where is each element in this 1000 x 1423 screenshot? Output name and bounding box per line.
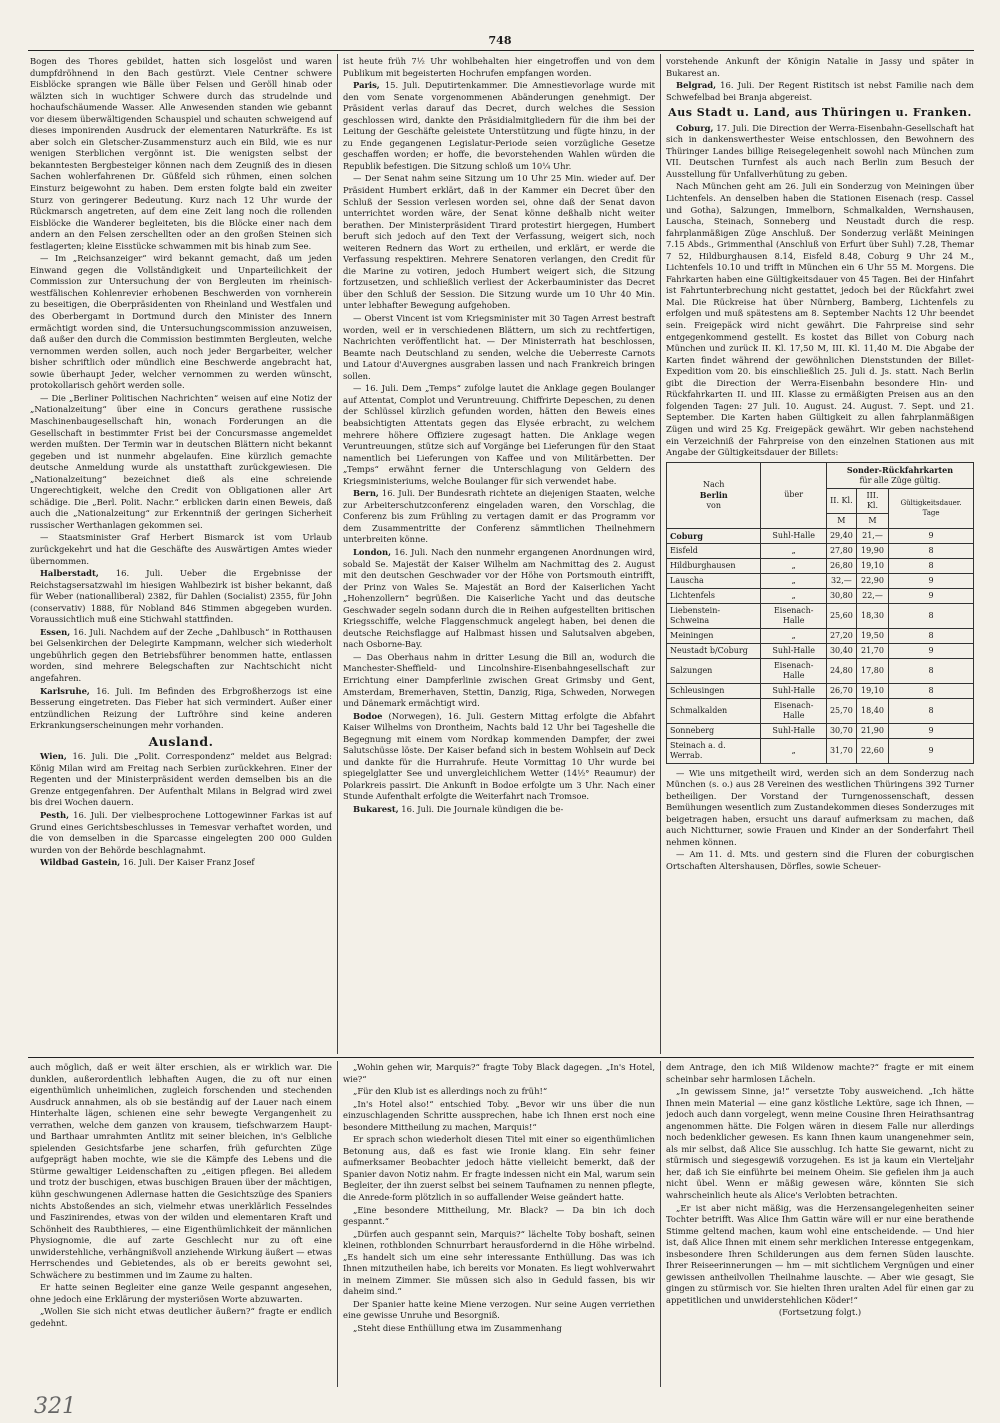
cell-via: Suhl-Halle: [761, 643, 826, 658]
cell-days: 9: [889, 643, 974, 658]
cell-station: Sonneberg: [667, 723, 761, 738]
cell-class-ii: 26,80: [826, 558, 856, 573]
cell-station: Liebenstein-Schweina: [667, 603, 761, 628]
cell-class-ii: 30,40: [826, 643, 856, 658]
cell-via: Suhl-Halle: [761, 723, 826, 738]
cell-class-iii: 19,10: [856, 683, 888, 698]
article-bukarest: [343, 804, 655, 816]
cell-class-iii: 19,10: [856, 558, 888, 573]
cell-station: Eisfeld: [667, 543, 761, 558]
cell-days: 8: [889, 543, 974, 558]
story-text: „Für den Klub ist es allerdings noch zu früh!“: [353, 1086, 548, 1097]
cell-station: Salzungen: [667, 658, 761, 683]
story-text: „Wollen Sie sich nicht etwas deutlicher äußern?“ fragte er endlich gedehnt.: [30, 1306, 332, 1329]
to-be-continued: (Fortsetzung folgt.): [778, 1307, 862, 1318]
cell-station: Lauscha: [667, 573, 761, 588]
article-text: 16. Juli. Die „Polit. Correspondenz“ meldet aus Belgrad: König Milan wird am Freitag nach Serbien zurückkehren. Einer der Regenten und der Ministerpräsident werden demselben bis an die Grenze entgegenfahren. Der Aufenthalt Milans in Belgrad wird zwei bis drei Wochen dauern.: [30, 751, 332, 808]
dateline: Wien,: [40, 751, 67, 762]
article-oberhaus: — Das Oberhaus nahm in dritter Lesung die Bill an, wodurch die Manchester-Sheffield- und Lincolnshire-Eisenbahngesellschaft zur Errichtung einer Dampferlinie zwischen Great Grimsby und Gent, Amsterdam, Bremerhaven, Stettin, Danzig, Riga, Schweden, Norwegen und Dänemark ermächtigt wird.: [343, 651, 655, 709]
header-title: [826, 462, 973, 488]
table-row: [667, 643, 974, 658]
story-text: „In gewissem Sinne, ja!“ versetzte Toby ausweichend. „Ich hätte Ihnen mein Material — eine ganz köstliche Lektüre, sage ich Ihnen, — jedoch auch dann vorgelegt, wenn meine Cousine Ihren Heirathsantrag angenommen hätte. Die Folgen wären in diesem Falle nur allerdings noch bedenklicher gewesen. Es kann Ihnen kaum unangenehmer sein, als mir selbst, daß Alice Sie ausschlug. Ich hatte Sie gewarnt, nicht zu stürmisch und siegesgewiß vorzugehen. Es ist ja kaum ein Vierteljahr her, daß ich Sie einführte bei meinem Oheim. Sie gefielen ihm ja auch nicht übel. Wenn er mäßig gewesen wäre, könnten Sie sich wahrscheinlich heute als Alice's Verlobten betrachten.: [666, 1086, 974, 1201]
dateline: Wildbad Gastein,: [40, 857, 121, 868]
story-text: dem Antrage, den ich Miß Wildenow machte?“ fragte er mit einem scheinbar sehr harmlosen Lächeln.: [666, 1062, 974, 1084]
cell-class-iii: 19,50: [856, 628, 888, 643]
story-text: auch möglich, daß er weit älter erschien, als er wirklich war. Die dunklen, außerordentlich lebhaften Augen, die zu oft nur einen eigenthümlich unheimlichen, zugleich forschenden und stechenden Ausdruck annahmen, als ob sie beständig auf der Lauer nach einem Hinterhalte lägen, schienen eine sehr bewegte Vergangenheit zu verrathen, welche dem ganzen von krausem, tiefschwarzem Haupt- und Barthaar umrahmten Antlitz mit seiner bleichen, in's Gelbliche spielenden Gesichtsfarbe jene scharfen, früh gefurchten Züge aufgeprägt haben mochte, wie sie die Kämpfe des Lebens und die Stürme gewaltiger Leidenschaften zu „eitigen pflegen. Bei alledem und trotz der buschigen, etwas buschigen Brauen über der mächtigen, kühn geschwungenen Adlernase hatten die Gesichtszüge des Spaniers nichts Abstoßendes an sich, vielmehr etwas unerklärlich Fesselndes und Faszinirendes, etwas von der wilden und elementaren Kraft und Schönheit des Raubthieres, — eine Eigenthümlichkeit der männlichen Physiognomie, die auf zarte Geschlecht nur zu oft eine unwiderstehliche, verhängnißvoll anziehende Wirkung äußert — etwas Herrschendes und Gebietendes, als ob er bereits gewohnt sei, Schwächere zu bestimmen und im Zaume zu halten.: [30, 1062, 332, 1280]
cell-days: 9: [889, 588, 974, 603]
story-text: „Er ist aber nicht mäßig, was die Herzensangelegenheiten seiner Tochter betrifft. Was Alice Ihm Gattin wäre will er nur eine berathende Stimme geltend machen, kaum wohl eine entscheidende. — Und hier ist, daß Alice Ihnen mit einem sehr merklichen Interesse entgegenkam, insbesondere Ihren Schilderungen aus dem fernen Süden lauschte. Ihrer Reiseerinnerungen — hm — mit sichtlichem Vergnügen und einer gewissen antheilvollen Theilnahme lauschte. — Aber wie gesagt, Sie gingen zu stürmisch vor. Sie hielten Ihren uralten Adel für einen gar zu appetitlichen und unwiderstehlichen Köder!“: [666, 1202, 974, 1305]
cell-days: 8: [889, 658, 974, 683]
table-row: [667, 543, 974, 558]
column-2: [343, 56, 655, 1056]
table-row: [667, 573, 974, 588]
cell-via: Eisenach-Halle: [761, 658, 826, 683]
article-text: 15. Juli. Deputirtenkammer. Die Amnestievorlage wurde mit den vom Senate vorgenommenen Abänderungen genehmigt. Der Präsident verlas darauf das Decret, durch welches die Session geschlossen wird, dankte den Präsidialmitgliedern für die ihm bei der Leitung der Geschäfte geleistete Unterstützung und fügte hinzu, in der zu Ende gegangenen Legislatur-Periode seien vorzügliche Gesetze geschaffen worden; er hoffe, die bevorstehenden Wahlen würden die Republik befestigen. Die Sitzung schloß um 10¼ Uhr.: [343, 80, 655, 171]
article-text: 16. Juli. Nachdem auf der Zeche „Dahlbusch“ in Rotthausen bei Gelsenkirchen der Delegirte Kampmann, welcher sich wiederholt ungebührlich gegen den Betriebsführer benommen hatte, entlassen worden, sind mehrere Belegschaften zur Nachtschicht nicht angefahren.: [30, 626, 332, 683]
article-senat: — Der Senat nahm seine Sitzung um 10 Uhr 25 Min. wieder auf. Der Präsident Humbert erklärt, daß in der Kammer ein Decret über den Schluß der Session verlesen worden sei, ohne daß der Senat davon unterrichtet worden wäre, der Senat könne deßhalb nicht weiter berathen. Der Ministerpräsident Tirard protestirt hiergegen, Humbert beruft sich jedoch auf den Text der Verfassung, weigert sich, noch weiteren Rednern das Wort zu ertheilen, und erklärt, er werde die Verfassung respektiren. Mehrere Senatoren verlangen, den Credit für die Marine zu votiren, jedoch Humbert weigert sich, die Sitzung fortzusetzen, und schließlich verliest der Ackerbauminister das Decret über den Schluß der Session. Die Sitzung wurde um 10 Uhr 40 Min. unter lebhafter Bewegung aufgehoben.: [343, 173, 655, 311]
article-text: 16. Juli. Die Journale kündigen die be-: [398, 804, 564, 814]
article-belgrad: [666, 80, 974, 103]
cell-class-ii: 27,80: [826, 543, 856, 558]
dateline: Bukarest,: [353, 804, 399, 814]
dateline: Essen,: [40, 626, 71, 637]
story-text: „Steht diese Enthüllung etwa im Zusammenhang: [353, 1323, 562, 1334]
article-russian-firm: — Die „Berliner Politischen Nachrichten“ weisen auf eine Notiz der „Nationalzeitung“ über eine in Concurs gerathene russische Maschinenbaugesellschaft hin, wonach Forderungen an die Gesellschaft in bestimmter Frist bei der Concursmasse angemeldet werden mußten. Der Termin war in deutschen Blättern nicht bekannt gegeben und ist nunmehr abgelaufen. Eine kürzlich gemachte deutsche Anmeldung wurde als unstatthaft zurückgewiesen. Die „Nationalzeitung“ bezeichnet dieß als eine schreiende Ungerechtigkeit, welche den Credit von Obligationen aller Art schädige. Die „Berl. Polit. Nachr.“ erblicken darin einen Beweis, daß auch die „Nationalzeitung“ zur Erkenntniß der geringen Sicherheit russischer Werthanlagen gekommen sei.: [30, 392, 332, 530]
table-row: [667, 628, 974, 643]
story-text: „In's Hotel also!“ entschied Toby. „Bevor wir uns über die nun einzuschlagenden Schritte aussprechen, habe ich Ihnen erst noch eine besondere Mittheilung zu machen, Marquis!“: [343, 1098, 655, 1132]
cell-via: „: [761, 628, 826, 643]
cell-class-ii: 25,60: [826, 603, 856, 628]
header-berlin: Berlin: [699, 489, 728, 500]
table-row: [667, 698, 974, 723]
cell-station: Schmalkalden: [667, 698, 761, 723]
cell-station: Neustadt b/Coburg: [667, 643, 761, 658]
story-text: Der Spanier hatte keine Miene verzogen. Nur seine Augen verriethen eine gewisse Unruhe und Besorgniß.: [343, 1298, 655, 1321]
header-class-ii: II. Kl.: [826, 488, 856, 513]
cell-via: „: [761, 573, 826, 588]
feuilleton-column-1: [30, 1062, 332, 1388]
header-unit: M: [826, 513, 856, 528]
header-subtitle: für alle Züge gültig.: [859, 475, 941, 485]
cell-class-iii: 21,—: [856, 528, 888, 543]
cell-days: 8: [889, 628, 974, 643]
dateline: Belgrad,: [676, 80, 717, 91]
dateline: Bodoe: [353, 710, 383, 721]
table-row: [667, 658, 974, 683]
article-karlsruhe: [30, 686, 332, 732]
cell-class-ii: 32,—: [826, 573, 856, 588]
article-bismarck: — Staatsminister Graf Herbert Bismarck ist vom Urlaub zurückgekehrt und hat die Geschäfte des Auswärtigen Amtes wieder übernommen.: [30, 532, 332, 566]
article-text: 16. Juli. Der Bundesrath richtete an diejenigen Staaten, welche zur Arbeiterschutzconferenz eingeladen waren, den Vorschlag, die Conferenz bis zum Frühling zu vertagen damit er das Programm vor dem Zusammentritte der Conferenz sämmtlichen Theilnehmern unterbreiten könne.: [343, 488, 655, 545]
cell-class-ii: 30,70: [826, 723, 856, 738]
cell-days: 9: [889, 723, 974, 738]
dateline: Bern,: [353, 488, 379, 499]
page-number: 748: [488, 34, 512, 47]
header-validity: Gültigkeitsdauer. Tage: [889, 488, 974, 528]
table-row: [667, 558, 974, 573]
article-sonderzug: Nach München geht am 26. Juli ein Sonderzug von Meiningen über Lichtenfels. An denselben haben die Stationen Eisenach (resp. Cassel und Gotha), Salzungen, Immelborn, Schmalkalden, Wernshausen, Lauscha, Steinach, Sonneberg und Neustadt durch die resp. fahrplanmäßigen Züge Anschluß. Der Sonderzug verläßt Meiningen 7.15 Abds., Grimmenthal (Anschluß von Erfurt über Suhl) 7.28, Themar 7 52, Hildburghausen 8.14, Eisfeld 8.48, Coburg 9 Uhr 24 M., Lichtenfels 10.10 und trifft in München ein 6 Uhr 55 M. Morgens. Die Fahrkarten haben eine Gültigkeitsdauer von 45 Tagen. Bei der Hinfahrt ist Fahrtunterbrechung nicht gestattet, jedoch bei der Rückfahrt zwei Mal. Die Rückreise hat über Nürnberg, Bamberg, Lichtenfels zu erfolgen und muß spätestens am 8. September Nachts 12 Uhr beendet sein. Freigepäck wird nicht gewährt. Die Fahrpreise sind sehr entgegenkommend gestellt. Es kostet das Billet von Coburg nach München und zurück II. Kl. 17,50 M, III. Kl. 11,40 M. Die Abgabe der Karten findet während der gewöhnlichen Dienststunden der Billet-Expedition vom 20. bis einschließlich 25. Juli d. Js. statt. Nach Berlin gibt die Direction der Werra-Eisenbahn besondere Hin- und Rückfahrkarten II. und III. Klasse zu ermäßigten Preisen aus an den folgenden Tagen: 27 Juli. 10. August. 24. August. 7. Sept. und 21. September. Die Karten haben Gültigkeit zu allen fahrplanmäßigen Zügen und wird 25 Kg. Freigepäck gewährt. Wir geben nachstehend ein Verzeichniß der Fahrpreise von den einzelnen Stationen aus mit Angabe der Gültigkeitsdauer der Billets:: [666, 181, 974, 458]
article-london: [343, 547, 655, 651]
story-text: Er sprach schon wiederholt diesen Titel mit einer so eigenthümlichen Betonung aus, daß es fast wie Ironie klang. Ein sehr feiner aufmerksamer Beobachter jedoch hätte vielleicht bemerkt, daß der Spanier davon Notiz nahm. Er fragte indessen nicht ein Mal, warum sein Begleiter, der ihn zuerst selbst bei seinem Taufnamen zu nennen pflegte, die Anrede-form plötzlich in so auffallender Weise geändert hatte.: [343, 1134, 655, 1203]
cell-days: 8: [889, 683, 974, 698]
dateline: Coburg,: [676, 122, 714, 133]
article-text: 16. Juli. Der vielbesprochene Lottogewinner Farkas ist auf Grund eines Gerichtsbeschlusses in Temesvar verhaftet worden, und die von demselben in die Sparcasse eingelegten 200 000 Gulden wurden von der Behörde beschlagnahmt.: [30, 810, 332, 855]
cell-class-iii: 22,60: [856, 738, 888, 763]
article-pesth: [30, 810, 332, 856]
column-divider: [660, 1061, 661, 1387]
header-via: über: [761, 462, 826, 528]
article-essen: [30, 627, 332, 685]
table-row: [667, 588, 974, 603]
cell-class-iii: 22,—: [856, 588, 888, 603]
header-von: von: [706, 500, 721, 510]
cell-days: 8: [889, 698, 974, 723]
table-row: [667, 528, 974, 543]
column-divider: [337, 54, 338, 1054]
article-text: (Norwegen), 16. Juli. Gestern Mittag erfolgte die Abfahrt Kaiser Wilhelms von Drontheim, Nachts bald 12 Uhr bei Tageshelle die Begegnung mit einem vom Nordkap kommenden Dampfer, der zwei Salutschüsse löste. Der Kaiser befand sich in bestem Wohlsein auf Deck und dankte für die Hurrahrufe. Heute Vormittag 10 Uhr wurde bei spiegelglatter See und unvergleichlichem Wetter (14½° Reaumur) der Polarkreis passirt. Die Ankunft in Bodoe erfolgte um 3 Uhr. Nach einer Stunde Aufenthalt erfolgte die Weiterfahrt nach Tromsoe.: [343, 710, 655, 802]
feuilleton-column-3: [666, 1062, 974, 1388]
dateline: Karlsruhe,: [40, 685, 90, 696]
article-paris: [343, 80, 655, 172]
story-text: Er hatte seinen Begleiter eine ganze Weile gespannt angesehen, ohne jedoch eine Erklärung der mysteriösen Worte abzuwarten.: [30, 1282, 332, 1304]
section-heading-ausland: Ausland.: [148, 733, 214, 749]
article-turner: — Wie uns mitgetheilt wird, werden sich an dem Sonderzug nach München (s. o.) aus 28 Vereinen des westlichen Thüringens 392 Turner betheiligen. Der Vorstand der Turngenossenschaft, dessen Bemühungen wesentlich zum Zustandekommen dieses Sonderzuges mit beigetragen haben, ersucht uns darauf aufmerksam zu machen, daß auch Nichtturner, sowie Frauen und Kinder an der Sonderfahrt Theil nehmen können.: [666, 767, 974, 847]
article-bodoe: [343, 711, 655, 803]
handwritten-mark: 321: [34, 1394, 76, 1419]
table-row: [667, 603, 974, 628]
article-glacier: Bogen des Thores gebildet, hatten sich losgelöst und waren dumpfdröhnend in den Bach gestürzt. Viele Centner schwere Eisblöcke sprangen wie Bälle über Felsen und Geröll hinab oder wälzten sich in wuchtiger Schwere durch das strudelnde und hochaufschäumende Wasser. Alle Anwesenden standen wie gebannt vor diesem überwältigenden Schauspiel und schauten schweigend auf dieses imponirenden Ausdruck der elementaren Naturkräfte. Es ist aber solch ein Gletscher-Zusammensturz auch ein Bild, wie es nur wenigen Sterblichen vergönnt ist. Die wenigsten selbst der bekanntesten Bergbesteiger können nach dem Zeugniß des in diesen Sachen wohlerfahrenen Dr. Güßfeld sich rühmen, einen solchen Einsturz beigewohnt zu haben. Dem ersten folgte bald ein zweiter Sturz von geringerer Bedeutung. Kurz nach 12 Uhr wurde der Rückmarsch angetreten, auf dem eine Zeit lang noch die rollenden Eisblöcke die Wanderer begleiteten, bis die Blöcke einer nach dem andern an den Felsen zerschellten oder an den großen Steinen sich festlagerten; kleine Eisstücke schwammen mit bis hinab zum See.: [30, 56, 332, 251]
cell-days: 8: [889, 603, 974, 628]
cell-class-ii: 31,70: [826, 738, 856, 763]
cell-via: „: [761, 558, 826, 573]
feuilleton-rule: [28, 1057, 974, 1058]
feuilleton-column-2: [343, 1062, 655, 1388]
cell-via: Suhl-Halle: [761, 683, 826, 698]
column-divider: [337, 1061, 338, 1387]
cell-station: Lichtenfels: [667, 588, 761, 603]
header-unit: M: [856, 513, 888, 528]
cell-class-iii: 21,70: [856, 643, 888, 658]
cell-class-ii: 24,80: [826, 658, 856, 683]
article-text: 16. Juli. Nach den nunmehr ergangenen Anordnungen wird, sobald Se. Majestät der Kaiser Wilhelm am Nachmittag des 2. August mit den deutschen Geschwader vor der Höhe von Portsmouth eintrifft, der Prinz von Wales Se. Majestät an Bord der Kaiserlichen Yacht „Hohenzollern“ begrüßen. Die Kaiserliche Yacht und das deutsche Geschwader segeln sodann durch die in Reihen aufgestellten britischen Kriegsschiffe, welche Flaggenschmuck angelegt haben, bei denen die deutsche Reichsflagge auf Halbmast hissen und Salutsalven abgeben, nach Osborne-Bay.: [343, 546, 655, 650]
article-gastein: [30, 857, 332, 869]
cell-days: 9: [889, 528, 974, 543]
header-station: [667, 462, 761, 528]
cell-days: 9: [889, 573, 974, 588]
cell-days: 9: [889, 738, 974, 763]
cell-class-iii: 22,90: [856, 573, 888, 588]
cell-class-iii: 19,90: [856, 543, 888, 558]
article-text: 16. Juli. Der Kaiser Franz Josef: [120, 857, 255, 868]
article-bern: [343, 488, 655, 546]
story-text: „Eine besondere Mittheilung, Mr. Black? — Da bin ich doch gespannt.“: [343, 1204, 655, 1227]
table-row: [667, 738, 974, 763]
table-row: [667, 723, 974, 738]
cell-via: „: [761, 738, 826, 763]
article-vincent: — Oberst Vincent ist vom Kriegsminister mit 30 Tagen Arrest bestraft worden, weil er in verschiedenen Blättern, um sich zu rechtfertigen, Nachrichten veröffentlicht hat. — Der Ministerrath hat beschlossen, Beamte nach Deutschland zu senden, welche die Ueberreste Carnots und Latour d'Auvergnes ausgraben lassen und nach Frankreich bringen sollen.: [343, 313, 655, 381]
column-1: [30, 56, 332, 1056]
cell-class-ii: 25,70: [826, 698, 856, 723]
cell-class-iii: 17,80: [856, 658, 888, 683]
table-header-row: [667, 462, 974, 488]
article-reichsanzeiger: — Im „Reichsanzeiger“ wird bekannt gemacht, daß um jeden Einwand gegen die Vollständigkeit und Unparteilichkeit der Commission zur Untersuchung der von Bergleuten im rheinisch-westfälischen Kohlenrevier erhobenen Beschwerden von vornherein zu beseitigen, die Oberpräsidenten von Rheinland und Westfalen und des Oberbergamt in Dortmund durch den Minister des Innern ermächtigt worden sind, die Untersuchungscommission anzuweisen, daß außer den durch die Commission bestimmten Bergleuten, welche vernommen werden sollen, auch noch jeder Bergarbeiter, welcher bisher schriftlich oder mündlich eine Beschwerde angebracht hat, sowie überhaupt Jeder, welcher vernommen zu werden wünscht, protokollarisch gehört werden solle.: [30, 253, 332, 391]
table-row: [667, 683, 974, 698]
cell-station: Hildburghausen: [667, 558, 761, 573]
article-gastein-cont: ist heute früh 7½ Uhr wohlbehalten hier eingetroffen und von dem Publikum mit begeisterten Hochrufen empfangen worden.: [343, 56, 655, 78]
dateline: Halberstadt,: [40, 568, 99, 579]
article-wien: [30, 751, 332, 809]
column-3: [666, 56, 974, 1056]
header-class-iii: III. Kl.: [856, 488, 888, 513]
cell-class-ii: 26,70: [826, 683, 856, 698]
cell-class-iii: 21,90: [856, 723, 888, 738]
article-text: 16. Juli. Der Regent Ristitsch ist nebst Familie nach dem Schwefelbad bei Branja abgereist.: [666, 80, 974, 102]
cell-station: Steinach a. d. Werrab.: [667, 738, 761, 763]
cell-via: „: [761, 543, 826, 558]
story-text: „Wohin gehen wir, Marquis?“ fragte Toby Black dagegen. „In's Hotel, wie?“: [343, 1062, 655, 1084]
cell-days: 8: [889, 558, 974, 573]
cell-class-iii: 18,40: [856, 698, 888, 723]
cell-class-iii: 18,30: [856, 603, 888, 628]
dateline: Pesth,: [40, 810, 69, 820]
dateline: London,: [353, 546, 392, 557]
top-rule: [28, 50, 974, 51]
cell-via: Eisenach-Halle: [761, 698, 826, 723]
article-boulanger: — 16. Juli. Dem „Temps“ zufolge lautet die Anklage gegen Boulanger auf Attentat, Complot und Veruntreuung. Chiffrirte Depeschen, zu denen der Schlüssel kürzlich gefunden worden, hätten den Beweis eines beabsichtigten Attentats gegen das Elysée erbracht, zu welchem mehrere höhere Offiziere zugesagt hatten. Die Anklage wegen Veruntreuungen, stütze sich auf Vorgänge bei Lieferungen für den Staat namentlich bei Lieferungen von Kaffee und von Militärbetten. Der „Temps“ erwähnt ferner die Unterschlagung von Geldern des Kriegsministeriums, welche Boulanger für sich verwendet habe.: [343, 383, 655, 486]
story-text: „Dürfen auch gespannt sein, Marquis?“ lächelte Toby boshaft, seinen kleinen, rothblonden Schnurrbart herausfordernd in die Höhe wirbelnd. „Es handelt sich um eine sehr interessante Enthüllung. Das was ich Ihnen mitzutheilen habe, ich bereits vor Monaten. Es liegt wohlverwahrt in meinem Zimmer. Sie müssen sich also in Geduld fassen, bis wir daheim sind.“: [343, 1228, 655, 1297]
header-title-text: Sonder-Rückfahrkarten: [846, 464, 954, 475]
column-divider: [660, 54, 661, 1054]
dateline: Paris,: [353, 80, 380, 91]
cell-via: Suhl-Halle: [761, 528, 826, 543]
cell-class-ii: 30,80: [826, 588, 856, 603]
cell-class-ii: 27,20: [826, 628, 856, 643]
article-text: 17. Juli. Die Direction der Werra-Eisenbahn-Gesellschaft hat sich in dankenswerthester Weise entschlossen, den Bewohnern des Thüringer Landes billige Reisegelegenheit sowohl nach München zum VII. Deutschen Turnfest als auch nach Berlin zum Besuch der Ausstellung für Unfallverhütung zu geben.: [666, 122, 974, 179]
cell-via: „: [761, 588, 826, 603]
article-hail: — Am 11. d. Mts. und gestern sind die Fluren der coburgischen Ortschaften Altershausen, Dörfles, sowie Scheuer-: [666, 849, 974, 871]
article-bukarest-cont: vorstehende Ankunft der Königin Natalie in Jassy und später in Bukarest an.: [666, 56, 974, 78]
cell-station: Coburg: [667, 528, 761, 543]
article-coburg: [666, 123, 974, 181]
cell-station: Schleusingen: [667, 683, 761, 698]
article-text: 16. Juli. Im Befinden des Erbgroßherzogs ist eine Besserung eingetreten. Das Fieber hat sich vermindert. Außer einer entzündlichen Reizung der Luftröhre sind keine anderen Erkrankungserscheinungen mehr vorhanden.: [30, 685, 332, 731]
article-text: 16. Juli. Ueber die Ergebnisse der Reichstagsersatzwahl im hiesigen Wahlbezirk ist bisher bekannt, daß für Weber (nationalliberal) 2382, für Dahlen (Socialist) 2355, für John (conservativ) 1888, für Nobland 846 Stimmen abgegeben wurden. Voraussichtlich muß eine Stichwahl stattfinden.: [30, 568, 332, 625]
fare-table-body: [667, 528, 974, 763]
cell-class-ii: 29,40: [826, 528, 856, 543]
header-nach: Nach: [703, 479, 725, 489]
cell-via: Eisenach-Halle: [761, 603, 826, 628]
article-halberstadt: [30, 568, 332, 626]
cell-station: Meiningen: [667, 628, 761, 643]
fare-table: [666, 462, 974, 764]
section-heading-local: Aus Stadt u. Land, aus Thüringen u. Franken.: [668, 106, 972, 120]
